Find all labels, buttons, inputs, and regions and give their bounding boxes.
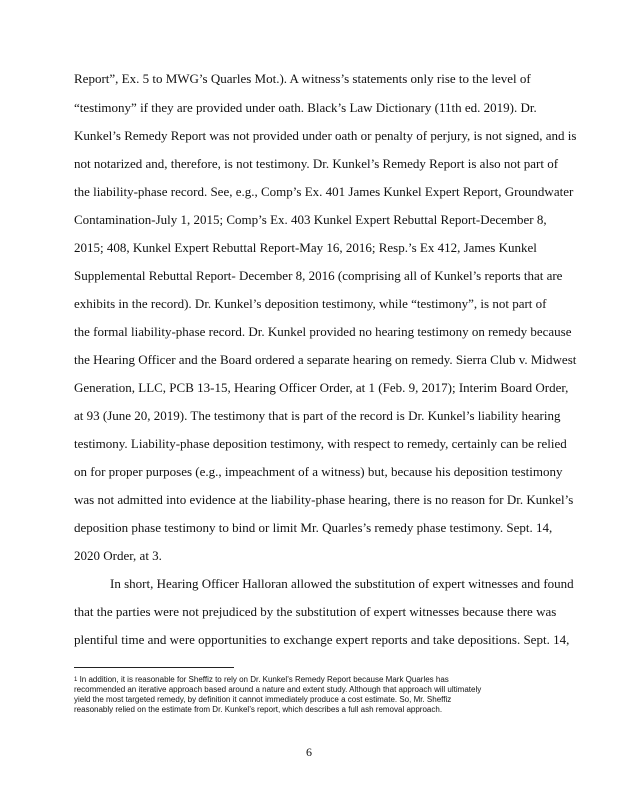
body-line: the liability-phase record. See, e.g., Comp’s Ex. 401 James Kunkel Expert Report, Groundwater (74, 184, 574, 199)
body-line: exhibits in the record). Dr. Kunkel’s deposition testimony, while “testimony”, is not part of (74, 296, 547, 311)
body-line: that the parties were not prejudiced by the substitution of expert witnesses because there was (74, 604, 557, 619)
footnote-line: recommended an iterative approach based around a nature and extent study. Although that approach will ultimately (74, 685, 482, 694)
body-line: was not admitted into evidence at the liability-phase hearing, there is no reason for Dr. Kunkel’s (74, 492, 574, 507)
body-line: deposition phase testimony to bind or limit Mr. Quarles’s remedy phase testimony. Sept. 14, (74, 520, 553, 535)
footnote-line: yield the most targeted remedy, by definition it cannot immediately produce a cost estimate. So, Mr. Sheffiz (74, 695, 452, 704)
body-line: at 93 (June 20, 2019). The testimony that is part of the record is Dr. Kunkel’s liability hearing (74, 408, 561, 423)
body-line: 2015; 408, Kunkel Expert Rebuttal Report-May 16, 2016; Resp.’s Ex 412, James Kunkel (74, 240, 537, 255)
body-line: Kunkel’s Remedy Report was not provided under oath or penalty of perjury, is not signed, and is (74, 128, 577, 143)
body-line: Report”, Ex. 5 to MWG’s Quarles Mot.). A witness’s statements only rise to the level of (74, 71, 531, 86)
body-line-indented: In short, Hearing Officer Halloran allowed the substitution of expert witnesses and found (110, 576, 574, 591)
footnote-line: reasonably relied on the estimate from Dr. Kunkel’s report, which describes a full ash removal approach. (74, 705, 443, 714)
footnote-line (74, 675, 449, 685)
body-line: Supplemental Rebuttal Report- December 8, 2016 (comprising all of Kunkel’s reports that are (74, 268, 563, 283)
body-line: plentiful time and were opportunities to exchange expert reports and take depositions. Sept. 14, (74, 632, 570, 647)
footnote-marker: 1 (74, 677, 78, 683)
body-line: the Hearing Officer and the Board ordered a separate hearing on remedy. Sierra Club v. Midwest (74, 352, 577, 367)
body-line: 2020 Order, at 3. (74, 548, 162, 563)
body-line: testimony. Liability-phase deposition testimony, with respect to remedy, certainly can be relied (74, 436, 567, 451)
page-number: 6 (306, 745, 312, 759)
body-line: Contamination-July 1, 2015; Comp’s Ex. 403 Kunkel Expert Rebuttal Report-December 8, (74, 212, 547, 227)
body-line: the formal liability-phase record. Dr. Kunkel provided no hearing testimony on remedy because (74, 324, 572, 339)
footnote-text: In addition, it is reasonable for Sheffiz to rely on Dr. Kunkel’s Remedy Report because Mark Quarles has (79, 675, 449, 684)
body-line: on for proper purposes (e.g., impeachment of a witness) but, because his deposition testimony (74, 464, 563, 479)
body-line: Generation, LLC, PCB 13-15, Hearing Officer Order, at 1 (Feb. 9, 2017); Interim Board Order, (74, 380, 569, 395)
body-line: “testimony” if they are provided under oath. Black’s Law Dictionary (11th ed. 2019). Dr. (74, 100, 537, 115)
footnote-separator (74, 667, 234, 668)
body-line: not notarized and, therefore, is not testimony. Dr. Kunkel’s Remedy Report is also not part of (74, 156, 559, 171)
